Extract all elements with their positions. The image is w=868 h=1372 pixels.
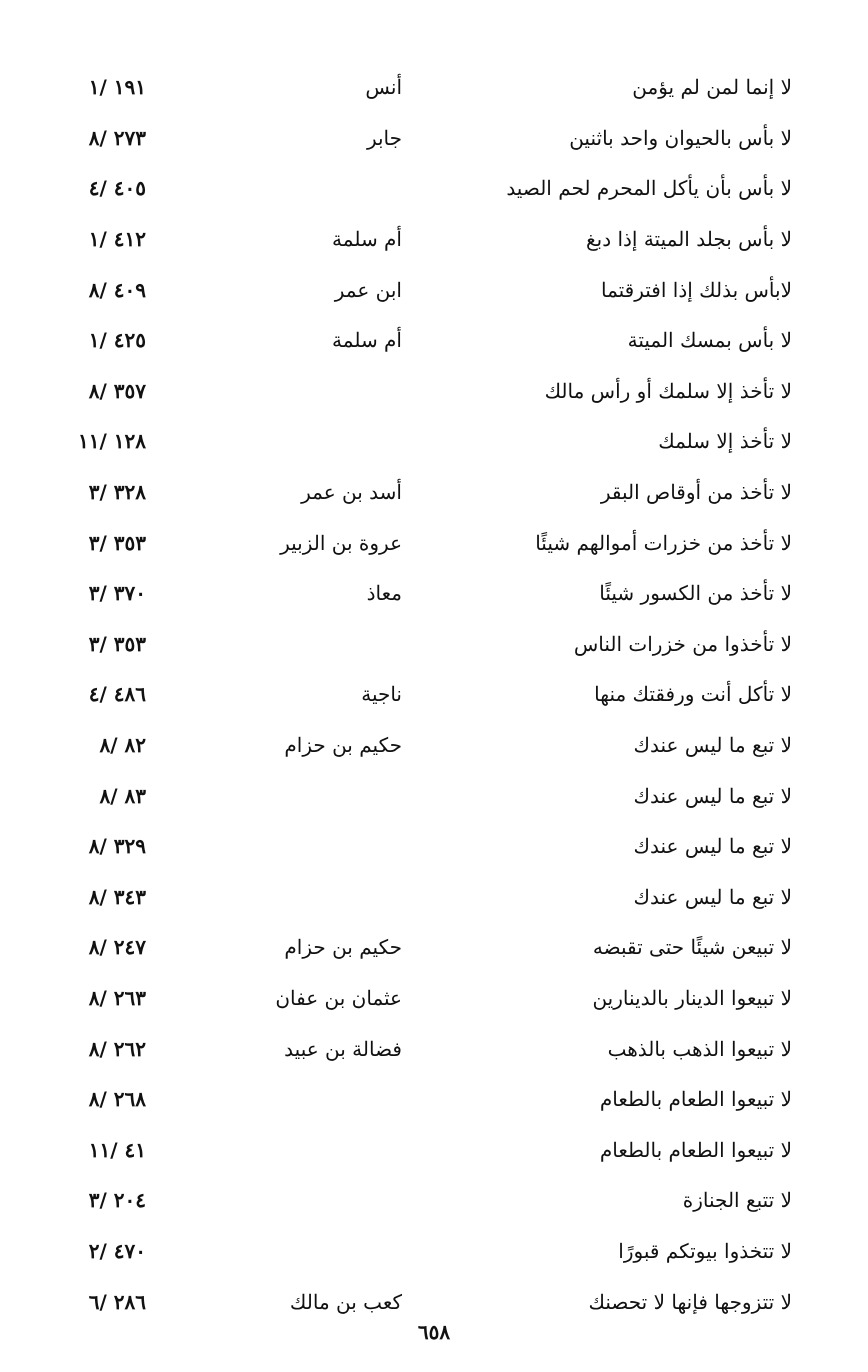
hadith-text: لا تتبع الجنازة — [682, 1188, 792, 1213]
volume-page-reference: ٤٨٦ /٤ — [88, 682, 146, 707]
narrator-name: جابر — [366, 125, 402, 150]
list-item — [0, 821, 868, 872]
narrator-name: عثمان بن عفان — [275, 985, 402, 1010]
hadith-text: لا تبيعن شيئًا حتى تقبضه — [592, 935, 792, 960]
hadith-text: لا بأس بمسك الميتة — [627, 328, 792, 353]
list-item — [0, 770, 868, 821]
narrator-name: أم سلمة — [332, 227, 402, 252]
volume-page-reference: ٢٧٣ /٨ — [88, 125, 146, 150]
list-item — [0, 517, 868, 568]
hadith-index-list — [0, 62, 868, 1327]
list-item — [0, 1124, 868, 1175]
list-item — [0, 113, 868, 164]
hadith-text: لا تأخذ من الكسور شيئًا — [599, 581, 792, 606]
hadith-text: لا تأخذ إلا سلمك أو رأس مالك — [544, 378, 792, 403]
volume-page-reference: ٢٦٨ /٨ — [88, 1087, 146, 1112]
volume-page-reference: ٣٥٣ /٣ — [88, 530, 146, 555]
volume-page-reference: ٣٥٣ /٣ — [88, 631, 146, 656]
narrator-name: فضالة بن عبيد — [284, 1036, 402, 1061]
volume-page-reference: ٤١ /١١ — [88, 1137, 146, 1162]
list-item — [0, 619, 868, 670]
hadith-text: لا تبع ما ليس عندك — [633, 884, 792, 909]
volume-page-reference: ٢٠٤ /٣ — [88, 1188, 146, 1213]
list-item — [0, 1226, 868, 1277]
list-item — [0, 1074, 868, 1125]
hadith-text: لا تأخذ من خزرات أموالهم شيئًا — [535, 530, 792, 555]
narrator-name: أنس — [365, 75, 402, 100]
list-item — [0, 264, 868, 315]
volume-page-reference: ٨٢ /٨ — [99, 733, 146, 758]
hadith-text: لا تتزوجها فإنها لا تحصنك — [588, 1289, 792, 1314]
hadith-text: لا تبيعوا الطعام بالطعام — [599, 1087, 792, 1112]
hadith-text: لا تأخذوا من خزرات الناس — [573, 631, 792, 656]
narrator-name: أم سلمة — [332, 328, 402, 353]
hadith-text: لا تأخذ إلا سلمك — [658, 429, 792, 454]
list-item — [0, 366, 868, 417]
hadith-text: لا تأكل أنت ورفقتك منها — [594, 682, 792, 707]
hadith-text: لا تبيعوا الدينار بالدينارين — [592, 985, 792, 1010]
narrator-name: معاذ — [366, 581, 402, 606]
narrator-name: حكيم بن حزام — [284, 733, 402, 758]
volume-page-reference: ١٢٨ /١١ — [78, 429, 146, 454]
hadith-text: لا بأس بالحيوان واحد باثنين — [569, 125, 792, 150]
hadith-text: لا تبع ما ليس عندك — [633, 834, 792, 859]
list-item — [0, 163, 868, 214]
hadith-text: لا إنما لمن لم يؤمن — [632, 75, 792, 100]
list-item — [0, 568, 868, 619]
list-item — [0, 416, 868, 467]
volume-page-reference: ٤١٢ /١ — [88, 227, 146, 252]
hadith-text: لا بأس بجلد الميتة إذا دبغ — [585, 227, 792, 252]
volume-page-reference: ٣٢٨ /٣ — [88, 480, 146, 505]
narrator-name: أسد بن عمر — [301, 480, 402, 505]
hadith-text: لا بأس بأن يأكل المحرم لحم الصيد — [506, 176, 792, 201]
volume-page-reference: ٣٥٧ /٨ — [88, 378, 146, 403]
volume-page-reference: ٤٧٠ /٢ — [88, 1238, 146, 1263]
narrator-name: كعب بن مالك — [289, 1289, 402, 1314]
list-item — [0, 214, 868, 265]
volume-page-reference: ٣٧٠ /٣ — [88, 581, 146, 606]
page-number: ٦٥٨ — [417, 1320, 451, 1344]
hadith-text: لا تبيعوا الطعام بالطعام — [599, 1137, 792, 1162]
volume-page-reference: ٤٠٥ /٤ — [88, 176, 146, 201]
narrator-name: عروة بن الزبير — [280, 530, 402, 555]
list-item — [0, 1175, 868, 1226]
volume-page-reference: ٤٠٩ /٨ — [88, 277, 146, 302]
volume-page-reference: ٢٤٧ /٨ — [88, 935, 146, 960]
narrator-name: حكيم بن حزام — [284, 935, 402, 960]
hadith-text: لا تبيعوا الذهب بالذهب — [607, 1036, 792, 1061]
list-item — [0, 62, 868, 113]
list-item — [0, 315, 868, 366]
list-item — [0, 467, 868, 518]
volume-page-reference: ٢٨٦ /٦ — [88, 1289, 146, 1314]
narrator-name: ابن عمر — [334, 277, 402, 302]
volume-page-reference: ٨٣ /٨ — [99, 783, 146, 808]
volume-page-reference: ٢٦٢ /٨ — [88, 1036, 146, 1061]
volume-page-reference: ٢٦٣ /٨ — [88, 985, 146, 1010]
list-item — [0, 669, 868, 720]
hadith-text: لا تأخذ من أوقاص البقر — [600, 480, 792, 505]
volume-page-reference: ٣٤٣ /٨ — [88, 884, 146, 909]
volume-page-reference: ١٩١ /١ — [88, 75, 146, 100]
list-item — [0, 973, 868, 1024]
list-item — [0, 872, 868, 923]
list-item — [0, 720, 868, 771]
list-item — [0, 1023, 868, 1074]
list-item — [0, 922, 868, 973]
hadith-text: لا تتخذوا بيوتكم قبورًا — [618, 1238, 792, 1263]
hadith-text: لا تبع ما ليس عندك — [633, 783, 792, 808]
hadith-text: لا تبع ما ليس عندك — [633, 733, 792, 758]
narrator-name: ناجية — [361, 682, 402, 707]
hadith-text: لابأس بذلك إذا افترقتما — [600, 277, 792, 302]
volume-page-reference: ٤٢٥ /١ — [88, 328, 146, 353]
volume-page-reference: ٣٢٩ /٨ — [88, 834, 146, 859]
